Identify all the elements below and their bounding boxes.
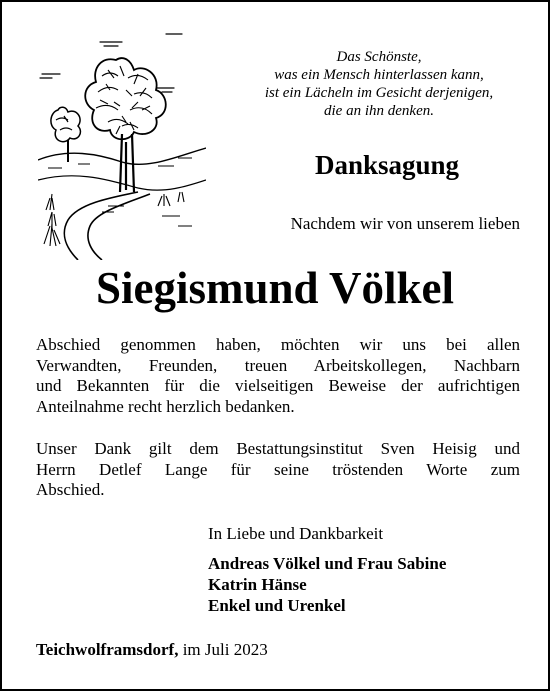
paragraph-line: Abschied genommen haben, möchten wir uns bei allen	[36, 335, 520, 354]
signer-name: Andreas Völkel und Frau Sabine	[208, 554, 447, 573]
deceased-name: Siegismund Völkel	[95, 263, 455, 313]
quote-line: ist ein Lächeln im Gesicht derjenigen,	[264, 85, 494, 101]
thanks-paragraph	[36, 335, 520, 417]
paragraph-line: Abschied.	[36, 480, 105, 499]
funeral-thanks-paragraph	[36, 439, 520, 501]
quote-line: die an ihn denken.	[324, 103, 434, 119]
place-name: Teichwolframsdorf,	[36, 640, 179, 659]
place-date-line	[36, 640, 268, 660]
signer-name: Enkel und Urenkel	[208, 596, 346, 615]
paragraph-line: Anteilnahme recht herzlich bedanken.	[36, 396, 295, 416]
paragraph-line: Unser Dank gilt dem Bestattungsinstitut Sven Heisig und	[36, 439, 520, 458]
quote-line: was ein Mensch hinterlassen kann,	[274, 67, 484, 83]
tree-landscape-icon	[38, 30, 206, 260]
page-title: Danksagung	[314, 150, 460, 180]
paragraph-line: und Bekannten für die vielseitigen Beweise der aufrichtigen	[36, 376, 520, 395]
quote-line: Das Schönste,	[336, 49, 422, 65]
intro-text: Nachdem wir von unserem lieben	[290, 214, 520, 233]
memorial-quote	[234, 48, 524, 120]
closing-phrase: In Liebe und Dankbarkeit	[208, 524, 384, 543]
date-text: im Juli 2023	[178, 640, 268, 659]
signers-list	[208, 553, 446, 616]
paragraph-line: Herrn Detlef Lange für seine tröstenden Worte zum	[36, 459, 520, 479]
paragraph-line: Verwandten, Freunden, treuen Arbeitskollegen, Nachbarn	[36, 355, 520, 375]
signer-name: Katrin Hänse	[208, 575, 307, 594]
